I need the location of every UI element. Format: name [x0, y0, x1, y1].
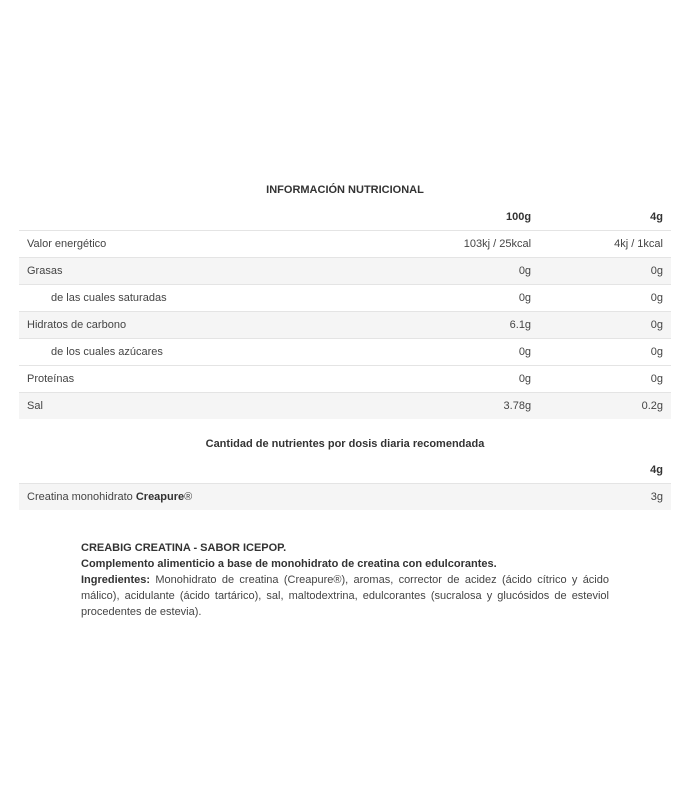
row-value-4g: 3g [555, 484, 671, 511]
row-value-100g: 6.1g [405, 312, 539, 339]
row-label-prefix: Creatina monohidrato [27, 491, 136, 503]
row-value-100g: 3.78g [405, 393, 539, 420]
row-value-4g: 0g [539, 285, 671, 312]
registered-mark: ® [184, 491, 193, 503]
row-label: Proteínas [19, 366, 405, 393]
row-label: Grasas [19, 258, 405, 285]
table-row [19, 484, 671, 511]
row-label [19, 484, 555, 511]
row-value-100g: 0g [405, 339, 539, 366]
table-row [19, 258, 671, 285]
table-row [19, 231, 671, 258]
product-subtitle: Complemento alimenticio a base de monohidrato de creatina con edulcorantes. [81, 558, 497, 570]
header-4g: 4g [650, 211, 663, 223]
table-row [19, 366, 671, 393]
row-value-100g: 0g [405, 366, 539, 393]
ingredients [81, 572, 609, 620]
daily-dose-table [19, 457, 671, 510]
row-label: Hidratos de carbono [19, 312, 405, 339]
row-value-4g: 0g [539, 366, 671, 393]
row-label: de las cuales saturadas [19, 285, 405, 312]
header-label-cell [19, 457, 555, 484]
ingredients-label: Ingredientes: [81, 574, 151, 586]
row-value-100g: 0g [405, 285, 539, 312]
header-label-cell [19, 204, 405, 231]
row-value-4g: 0g [539, 258, 671, 285]
nutrition-table [19, 204, 671, 419]
brand-name: Creapure [135, 491, 185, 503]
ingredients-text: Monohidrato de creatina (Creapure®), aromas, corrector de acidez (ácido cítrico y ácido málico), acidulante (ácido tartárico), sal, maltodextrina, edulcorantes (sucralosa y glucósidos de esteviol procedentes de estevia). [81, 574, 609, 618]
row-value-4g: 0g [539, 339, 671, 366]
product-name: CREABIG CREATINA - SABOR ICEPOP. [81, 542, 287, 554]
table-header-row [19, 204, 671, 231]
daily-dose-table-title: Cantidad de nutrientes por dosis diaria recomendada [205, 438, 485, 450]
table-row [19, 339, 671, 366]
nutrition-table-title: INFORMACIÓN NUTRICIONAL [266, 184, 424, 196]
table-row [19, 312, 671, 339]
row-value-100g: 0g [405, 258, 539, 285]
row-value-100g: 103kj / 25kcal [405, 231, 539, 258]
row-label: Sal [19, 393, 405, 420]
row-value-4g: 0g [539, 312, 671, 339]
header-100g: 100g [505, 211, 532, 223]
header-4g: 4g [650, 464, 663, 476]
table-row [19, 285, 671, 312]
table-row [19, 393, 671, 420]
row-value-4g: 4kj / 1kcal [539, 231, 671, 258]
product-description [81, 540, 609, 620]
table-header-row [19, 457, 671, 484]
row-label: de los cuales azúcares [19, 339, 405, 366]
row-label: Valor energético [19, 231, 405, 258]
row-value-4g: 0.2g [539, 393, 671, 420]
